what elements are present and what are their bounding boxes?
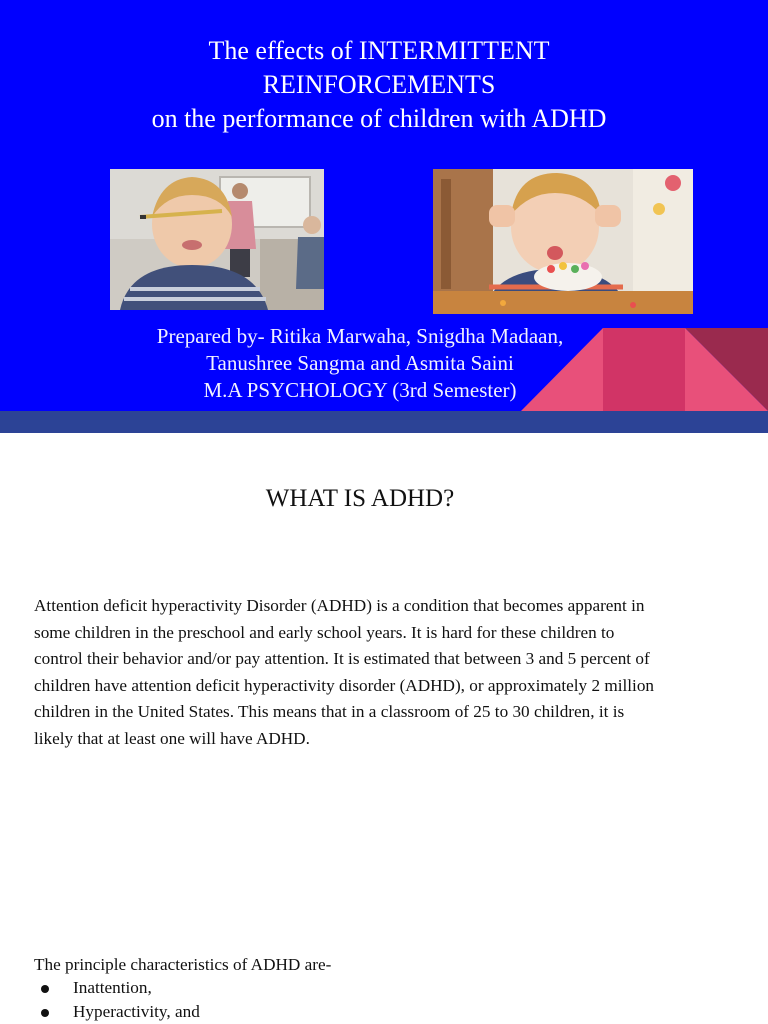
slide-bottom-band (0, 411, 768, 433)
slide-title-line: on the performance of children with ADHD (151, 104, 607, 133)
slide-credits (0, 323, 720, 404)
credits-line: Prepared by- Ritika Marwaha, Snigdha Madaan, (156, 324, 564, 348)
credits-line: M.A PSYCHOLOGY (3rd Semester) (203, 378, 517, 402)
paragraph-line: children in the United States. This means that in a classroom of 25 to 30 children, it is (34, 702, 625, 722)
characteristics-list (34, 976, 734, 1024)
slide-title-line: REINFORCEMENTS (262, 70, 496, 99)
list-item: Inattention, (34, 976, 734, 1000)
credits-line: Tanushree Sangma and Asmita Saini (206, 351, 514, 375)
intro-paragraph (34, 593, 734, 753)
slide-title-line: The effects of INTERMITTENT (208, 36, 550, 65)
characteristics-section (34, 953, 734, 1024)
characteristics-intro: The principle characteristics of ADHD are- (34, 955, 332, 974)
paragraph-line: some children in the preschool and early school years. It is hard for these children to (34, 622, 615, 642)
section-heading: WHAT IS ADHD? (265, 485, 455, 512)
paragraph-line: control their behavior and/or pay attention. It is estimated that between 3 and 5 percent of (34, 649, 650, 669)
list-item: Hyperactivity, and (34, 1000, 734, 1024)
paragraph-line: likely that at least one will have ADHD. (34, 728, 310, 748)
paragraph-line: Attention deficit hyperactivity Disorder (ADHD) is a condition that becomes apparent in (34, 596, 645, 615)
paragraph-line: children have attention deficit hyperactivity disorder (ADHD), or approximately 2 million (34, 675, 655, 695)
title-slide (0, 0, 768, 433)
